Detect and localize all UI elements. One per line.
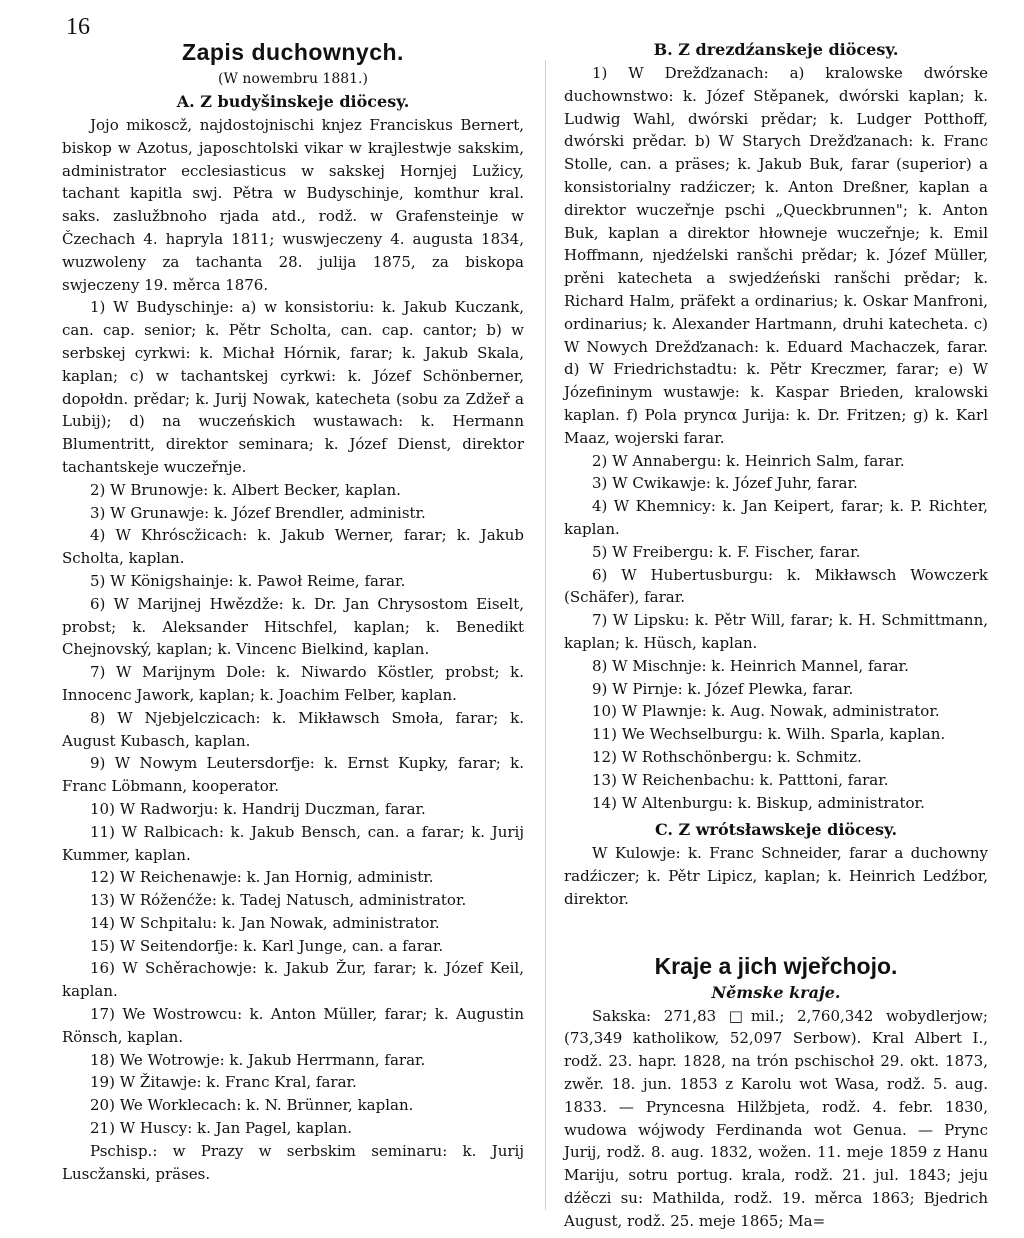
section-b-heading: B. Z drezdźanskeje diöcesy. xyxy=(653,40,899,59)
entry-paragraph: 3) W Grunawje: k. Józef Brendler, administr. xyxy=(90,503,426,522)
entry-paragraph: 10) W Radworju: k. Handrij Duczman, farar. xyxy=(90,799,426,818)
entry-paragraph: 11) W Ralbicach: k. Jakub Bensch, can. a farar; k. Jurij Kummer, kaplan. xyxy=(62,822,524,864)
entry-paragraph: 11) We Wechselburgu: k. Wilh. Sparla, kaplan. xyxy=(592,725,946,744)
entry-paragraph: 19) W Žitawje: k. Franc Kral, farar. xyxy=(90,1073,357,1092)
entry-paragraph: 9) W Nowym Leutersdorfje: k. Ernst Kupky, farar; k. Franc Löbmann, kooperator. xyxy=(62,754,524,796)
entry-paragraph: 2) W Brunowje: k. Albert Becker, kaplan. xyxy=(90,480,401,499)
entry-paragraph: 7) W Lipsku: k. Pětr Will, farar; k. H. Schmittmann, kaplan; k. Hüsch, kaplan. xyxy=(564,611,988,652)
entry-paragraph: 13) W Róženćže: k. Tadej Natusch, administrator. xyxy=(90,891,467,910)
kraje-section-title: Kraje a jich wjeřchojo. xyxy=(654,952,898,979)
column-divider xyxy=(545,60,546,1210)
entry-paragraph: 2) W Annabergu: k. Heinrich Salm, farar. xyxy=(592,451,905,470)
entry-paragraph: 4) W Khemnicy: k. Jan Keipert, farar; k. P. Richter, kaplan. xyxy=(564,497,988,538)
entry-paragraph: 12) W Reichenawje: k. Jan Hornig, administr. xyxy=(90,868,434,887)
entry-paragraph: 3) W Cwikawje: k. Józef Juhr, farar. xyxy=(592,474,858,493)
entry-paragraph: 6) W Hubertusburgu: k. Mikławsch Wowczerk (Schäfer), farar. xyxy=(564,565,988,607)
spacer xyxy=(564,911,988,951)
entry-paragraph: 15) W Seitendorfje: k. Karl Junge, can. a farar. xyxy=(90,936,444,955)
entry-paragraph: 18) We Wotrowje: k. Jakub Herrmann, farar. xyxy=(90,1050,426,1069)
entry-paragraph: 13) W Reichenbachu: k. Patttoni, farar. xyxy=(592,770,889,789)
entry-paragraph: 4) W Khróscžicach: k. Jakub Werner, farar; k. Jakub Scholta, kaplan. xyxy=(62,526,524,568)
entry-paragraph: 10) W Plawnje: k. Aug. Nowak, administrator. xyxy=(592,702,940,721)
entry-paragraph: 1) W Budyschinje: a) w konsistoriu: k. Jakub Kuczank, can. cap. senior; k. Pětr Scholta, can. cap. cantor; b) w serbskej cyrkwi: k. Michał Hórnik, farar; k. Jakub Skala, kaplan; c) w tachantskej cyrkwi: k. Józef Schönberner, dopołdn. prědar; k. Jurij Nowak, katecheta (sobu za Zdžeř a Lubij); d) na wuczeńskich wustawach: k. Hermann Blumentritt, direktor seminara; k. Józef Dienst, direktor tachantskeje wuczeřnje. xyxy=(62,298,524,476)
right-column xyxy=(564,38,988,1233)
section-a-heading: A. Z budyšinskeje diöcesy. xyxy=(176,92,410,111)
entry-paragraph: W Kulowje: k. Franc Schneider, farar a duchowny radźiczer; k. Pětr Lipicz, kaplan; k. Heinrich Ledźbor, direktor. xyxy=(564,844,988,908)
entry-paragraph: 8) W Mischnje: k. Heinrich Mannel, farar. xyxy=(592,656,909,675)
entry-paragraph: 9) W Pirnje: k. Józef Plewka, farar. xyxy=(592,679,854,698)
left-column xyxy=(62,38,524,1185)
entry-paragraph: 17) We Wostrowcu: k. Anton Müller, farar; k. Augustin Rönsch, kaplan. xyxy=(62,1005,524,1046)
entry-paragraph: 7) W Marijnym Dole: k. Niwardo Köstler, probst; k. Innocenc Jawork, kaplan; k. Joachim Felber, kaplan. xyxy=(62,663,524,704)
entry-paragraph: Pschisp.: w Prazy w serbskim seminaru: k. Jurij Luscžanski, präses. xyxy=(62,1141,524,1183)
document-date: (W nowembru 1881.) xyxy=(218,71,368,87)
entry-paragraph: 8) W Njebjelczicach: k. Mikławsch Smoła, farar; k. August Kubasch, kaplan. xyxy=(62,708,524,750)
nemske-kraje-heading: Němske kraje. xyxy=(711,982,841,1002)
entry-paragraph: 21) W Huscy: k. Jan Pagel, kaplan. xyxy=(90,1119,353,1138)
sakska-paragraph: Sakska: 271,83 □mil.; 2,760,342 wobydlerjow; (73,349 katholikow, 52,097 Serbow). Kral Albert I., rodž. 23. hapr. 1828, na trón pschischoł 29. okt. 1873, zwěr. 18. jun. 1853 z Karolu wot Wasa, rodž. 5. aug. 1833. — Pryncesna Hilžbjeta, rodž. 4. febr. 1830, wudowa wójwody Ferdinanda wot Genua. — Prync Jurij, rodž. 8. aug. 1832, wožen. 11. meje 1859 z Hanu Mariju, sotru portug. krala, rodž. 21. jul. 1843; jeju dźěczi su: Mathilda, rodž. 19. měrca 1863; Bjedrich August, rodž. 25. meje 1865; Ma= xyxy=(564,1006,988,1230)
entry-paragraph: 5) W Freibergu: k. F. Fischer, farar. xyxy=(592,542,861,561)
bishop-paragraph: Jojo mikoscž, najdostojnischi knjez Franciskus Bernert, biskop w Azotus, japoschtolski vikar w krajlestwje sakskim, administrator ecclesiasticus w sakskej Hornjej Lužicy, tachant kapitla swj. Pětra w Budyschinje, komthur kral. saks. zaslužbnoho rjada atd., rodž. w Grafensteinje w Čzechach 4. hapryla 1811; wuswjeczeny 4. augusta 1834, wuzwoleny za tachanta 28. julija 1875, za biskopa swjeczeny 19. měrca 1876. xyxy=(62,116,524,294)
section-c-heading: C. Z wrótsławskeje diöcesy. xyxy=(654,820,898,840)
document-title: Zapis duchownych. xyxy=(182,39,404,65)
page-number: 16 xyxy=(66,14,90,40)
entry-paragraph: 12) W Rothschönbergu: k. Schmitz. xyxy=(592,747,862,766)
entry-paragraph: 1) W Drežďzanach: a) kralowske dwórske duchownstwo: k. Józef Stěpanek, dwórski kaplan; k. Ludwig Wahl, dwórski prědar; k. Ludger Potthoff, dwórski prědar. b) W Starych Drežďzanach: k. Franc Stolle, can. a präses; k. Jakub Buk, farar (superior) a konsistorialny radźiczer; k. Anton Dreßner, kaplan a direktor wuczeřnje pschi „Queckbrunnen"; k. Anton Buk, kaplan a direktor hłowneje wuczeřnje; k. Emil Hoffmann, njedźelski ranšchi prědar; k. Józef Müller, prěni katecheta a swjedźeński ranšchi prědar; k. Richard Halm, präfekt a ordinarius; k. Oskar Manfroni, ordinarius; k. Alexander Hartmann, druhi katecheta. c) W Nowych Drežďzanach: k. Eduard Machaczek, farar. d) W Friedrichstadtu: k. Pětr Kreczmer, farar; e) W Józefininym wustawje: k. Kaspar Brieden, kralowski kaplan. f) Pola pryncα Jurija: k. Dr. Fritzen; g) k. Karl Maaz, wojerski farar. xyxy=(564,64,988,447)
entry-paragraph: 20) We Worklecach: k. N. Brünner, kaplan. xyxy=(90,1096,414,1115)
entry-paragraph: 14) W Schpitalu: k. Jan Nowak, administrator. xyxy=(90,913,440,932)
entry-paragraph: 14) W Altenburgu: k. Biskup, administrator. xyxy=(592,793,925,812)
entry-paragraph: 16) W Schěrachowje: k. Jakub Žur, farar; k. Józef Keil, kaplan. xyxy=(62,959,524,1001)
entry-paragraph: 5) W Königshainje: k. Pawoł Reime, farar. xyxy=(90,571,406,590)
entry-paragraph: 6) W Marijnej Hwězdže: k. Dr. Jan Chrysostom Eiselt, probst; k. Aleksander Hitschfel, kaplan; k. Benedikt Chejnovský, kaplan; k. Vincenc Bielkind, kaplan. xyxy=(62,594,524,659)
